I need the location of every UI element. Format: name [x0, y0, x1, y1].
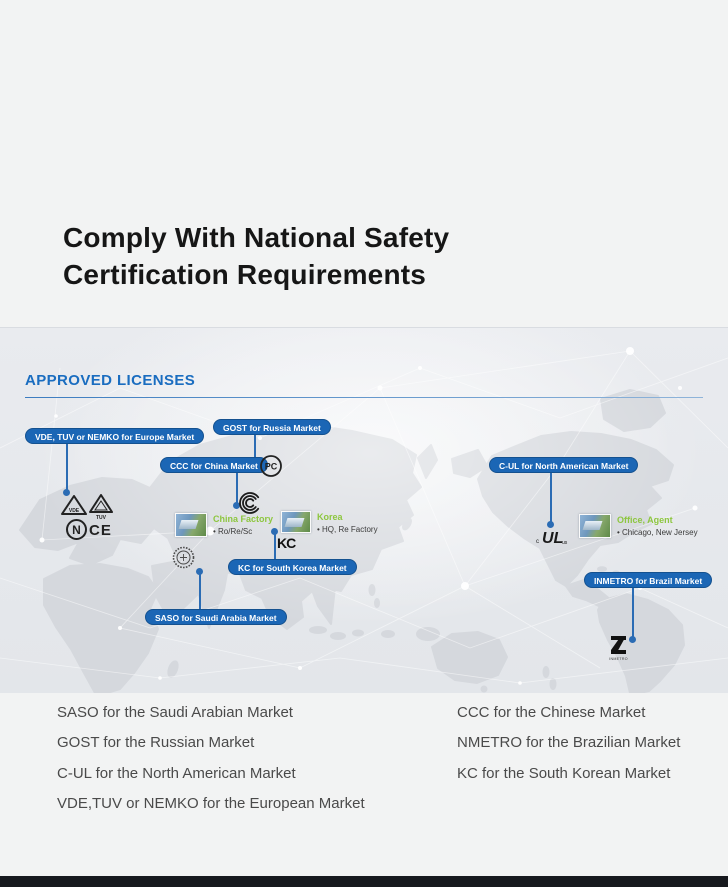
svg-text:TUV: TUV	[96, 515, 106, 520]
location-detail: • Chicago, New Jersey	[617, 528, 698, 537]
vde-triangle-icon	[61, 494, 87, 516]
callout-china: CCC for China Market	[160, 457, 268, 473]
callout-south-korea: KC for South Korea Market	[228, 559, 357, 575]
svg-text:c: c	[536, 539, 539, 545]
location-china-factory	[175, 513, 273, 537]
page-title-line1: Comply With National Safety	[63, 222, 450, 253]
saso-emblem-icon	[172, 546, 195, 569]
location-name: Office, Agent	[617, 515, 673, 525]
location-korea	[281, 511, 378, 534]
callout-saudi-arabia: SASO for Saudi Arabia Market	[145, 609, 287, 625]
callout-russia: GOST for Russia Market	[213, 419, 331, 435]
svg-text:VDE: VDE	[68, 508, 80, 514]
section-title-rule	[25, 397, 703, 398]
svg-text:us: us	[562, 540, 568, 546]
list-item: C-UL for the North American Market	[57, 764, 296, 782]
approved-licenses-map-section	[0, 327, 728, 693]
callout-north-america-stem	[550, 473, 552, 523]
callout-south-korea-stem	[274, 534, 276, 560]
page-title-line2: Certification Requirements	[63, 259, 427, 290]
tuv-triangle-icon	[89, 493, 113, 520]
list-item: CCC for the Chinese Market	[457, 704, 646, 721]
list-item: VDE,TUV or NEMKO for the European Market	[57, 794, 365, 812]
svg-text:INMETRO: INMETRO	[609, 657, 628, 661]
section-title: APPROVED LICENSES	[25, 372, 196, 389]
summary-left-column	[57, 704, 365, 825]
callout-brazil: INMETRO for Brazil Market	[584, 572, 712, 588]
korea-factory-photo	[281, 511, 311, 533]
svg-text:PC: PC	[264, 461, 278, 472]
kc-mark-icon	[277, 534, 299, 552]
china-factory-photo	[175, 513, 207, 537]
footer-bar	[0, 876, 728, 887]
callout-brazil-stem	[632, 588, 634, 638]
svg-text:N: N	[72, 523, 81, 537]
location-name: China Factory	[213, 514, 274, 524]
callout-europe-stem	[66, 444, 68, 492]
list-item: GOST for the Russian Market	[57, 734, 255, 752]
location-detail: • Ro/Re/Sc	[213, 527, 253, 536]
ccc-mark-icon	[237, 491, 263, 515]
callout-north-america: C-UL for North American Market	[489, 457, 638, 473]
callout-europe: VDE, TUV or NEMKO for Europe Market	[25, 428, 204, 444]
svg-text:UL: UL	[542, 530, 564, 547]
page-title	[63, 219, 449, 293]
nemko-icon	[65, 518, 88, 541]
ul-mark-icon	[535, 527, 571, 547]
summary-right-column	[457, 704, 680, 795]
office-photo	[579, 514, 611, 538]
location-detail: • HQ, Re Factory	[317, 525, 378, 534]
svg-text:KC: KC	[277, 535, 296, 551]
callout-saudi-arabia-stem	[199, 574, 201, 610]
location-name: Korea	[317, 512, 343, 522]
list-item: SASO for the Saudi Arabian Market	[57, 704, 293, 721]
list-item: KC for the South Korean Market	[457, 764, 671, 782]
svg-text:CE: CE	[89, 522, 112, 538]
ce-mark-icon	[89, 521, 113, 538]
inmetro-mark-icon	[606, 633, 632, 661]
gost-pct-icon	[259, 454, 283, 478]
location-office-agent	[579, 514, 698, 538]
list-item: NMETRO for the Brazilian Market	[457, 734, 681, 752]
